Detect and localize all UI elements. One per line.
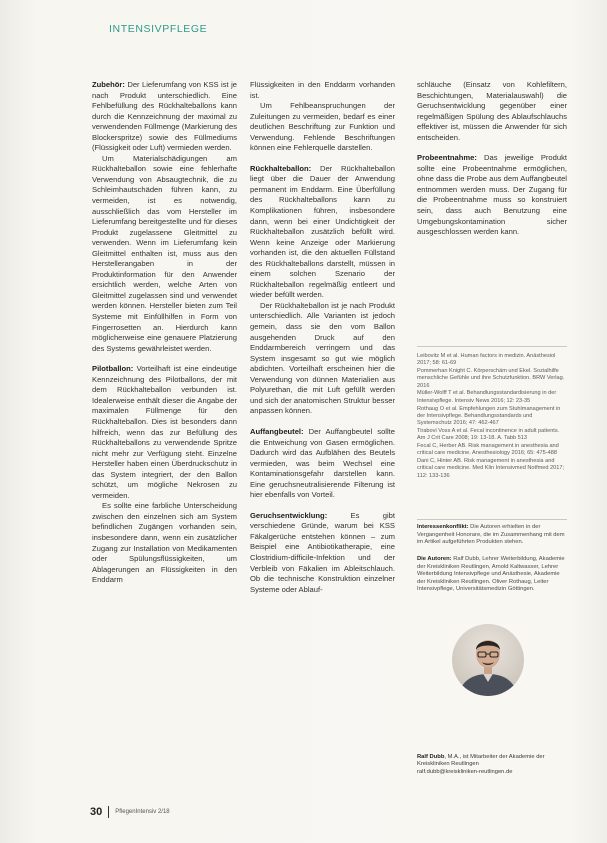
reference-item: Leibovitz M et al. Human factors in medizin. Anästhesiol 2017; 58: 61-69 bbox=[417, 353, 556, 367]
paragraph-rueckhalteballon: Rückhalteballon: Der Rückhalteballon liegt über die Dauer der Anwendung permanent im Enddarm. Eine Überfüllung des Rückhalteballons kann zu Komplikationen führen, insbesondere dann, wenn bei einer Undichtigkeit der Rückhalteballon zusätzlich befüllt wird. Wenn keine Anzeige oder Markierung vorhanden ist, die den aktuellen Füllstand des Rückhalteballons darstellt, müssen in einem solchen Szenario der Rückhalteballon regelmäßig entleert und wieder befüllt werden. bbox=[250, 163, 395, 300]
caption-name: Ralf Dubb bbox=[417, 754, 445, 760]
footer-divider bbox=[108, 806, 109, 818]
author-info bbox=[417, 556, 567, 594]
paragraph: Der Rückhalteballon ist je nach Produkt unterschiedlich. Alle Varianten ist jedoch gemein, dass sie den vom Ballon ausgehenden Druck auf den Enddarmbereich verringern und das System insgesamt so gut wie möglich abdichten. Vorteilhaft erscheinen hier die Verwendung von dünnen Materialien aus Polyurethan, die mit Luft gefüllt werden und sich der anatomischen Struktur besser anpassen können. bbox=[250, 300, 395, 416]
reference-item: Tirabovi Voss A et al. Fecal incontinence in adult patients. Am J Crit Care 2008; 19: 13-18. A. Tabb 513 bbox=[417, 427, 560, 442]
text-column-1 bbox=[92, 80, 237, 586]
issue-label: PflegenIntensiv 2/18 bbox=[115, 809, 170, 815]
interest-text: Die Autoren erhielten in der Vergangenheit Honorare, die im Zusammenhang mit dem im Artikel aufgeführten Produkten stehen. bbox=[417, 524, 565, 546]
paragraph-geruchsentwicklung: Geruchsentwicklung: Es gibt verschiedene Gründe, warum bei KSS Fäkalgerüche entstehen können – zum Beispiel eine Antibiotikatherapie, eine Clostridium-difficile-Infektion und der Verbleib von Fäkalien im Ableitschlauch. Ob die technische Konstruktion einzelner Systeme oder Ablauf- bbox=[250, 510, 395, 594]
divider bbox=[417, 519, 567, 520]
page-number: 30 bbox=[90, 806, 103, 818]
paragraph-lead-keyword: Rückhalteballon: bbox=[250, 163, 312, 173]
paragraph-probeentnahme: Probeentnahme: Das jeweilige Produkt sollte eine Probeentnahme ermöglichen, ohne dass die Probe aus dem Auffangbeutel entnommen werden muss. Der Zugang für die Probeentnahme muss so konstruiert sein, dass auch Benutzung eine Umgebungskontamination sicher ausgeschlossen werden kann. bbox=[417, 153, 567, 237]
section-label: INTENSIVPFLEGE bbox=[109, 23, 208, 35]
text-column-2 bbox=[250, 80, 395, 595]
caption-text: , M.A., ist Mitarbeiter der Akademie der Kreiskliniken Reutlingen bbox=[417, 754, 545, 768]
reference-list bbox=[417, 353, 567, 481]
reference-item: Müller-Wolff T et al. Behandlungsstandardisierung in der Intensivpflege. Intensiv News 2016; 12: 23-35 bbox=[417, 390, 557, 404]
paragraph: Flüssigkeiten in den Enddarm vorhanden ist. bbox=[250, 80, 395, 100]
paragraph-lead-keyword: Zubehör: bbox=[92, 80, 125, 89]
divider bbox=[417, 346, 567, 347]
conflict-of-interest bbox=[417, 524, 567, 547]
author-portrait bbox=[452, 624, 524, 696]
paragraph-lead-keyword: Auffangbeutel: bbox=[250, 426, 304, 436]
reference-item: Pommerhan Knight C. Körperschäm und Ekel. Sozialhilfe menschliche Gefühle und ihre Schutzfunktion. BRW Verlag. 2016 bbox=[417, 368, 565, 389]
page-footer bbox=[90, 805, 170, 819]
paragraph: Um Fehlbeanspruchungen der Zuleitungen zu vermeiden, bedarf es einer deutlichen Beschriftung zur Funktion und Verwendung. Fehlende Beschriftungen können eine Fehlerquelle darstellen. bbox=[250, 101, 395, 153]
paragraph-zubehoer: Zubehör: Der Lieferumfang von KSS ist je nach Produkt unterschiedlich. Eine Fehlbefüllung des Rückhalteballons kann durch die Kennzeichnung der maximal zu verwendenden Füllmenge (Markierung des Blockerspritze) sowie des Füllmediums (Flüssigkeit oder Luft) vermieden werden. bbox=[92, 80, 237, 153]
reference-item: Dani C, Hinter AB. Risk management in anesthesia and critical care medicine. Med Klin Intensivmed Notfmed 2017; 112: 133-136 bbox=[417, 458, 565, 479]
text-column-3 bbox=[417, 80, 567, 238]
paragraph-pilotballon: Pilotballon: Vorteilhaft ist eine eindeutige Kennzeichnung des Pilotballons, der mit dem Rückhalteballon verbunden ist. Idealerweise enthält dieser die Angabe der maximalen Füllmenge für den Rückhalteballon. Dies ist besonders dann hilfreich, wenn das zur Befüllung des Rückhalteballons zu verwendende Spritze nicht mehr zur Verfügung steht. Einzelne Hersteller haben einen Überdruckschutz in das System integriert, der den Ballon schützt, um mögliche Nekrosen zu vermeiden. bbox=[92, 364, 237, 500]
authors-text: Ralf Dubb, Lehrer Weiterbildung, Akademie der Kreiskliniken Reutlingen, Arnold Kaltwasser, Lehrer Weiterbildung Intensivpflege und Anästhesie, Akademie der Kreiskliniken Reutlingen. Oliver Rothaug, Leiter Intensivpflege, Universitätsmedizin Göttingen. bbox=[417, 556, 565, 593]
paragraph: schläuche (Einsatz von Kohlefiltern, Beschichtungen, Materialauswahl) die Geruchsentwicklung gegenüber einer regelmäßigen Spülung des Ablaufschlauchs effektiver ist, müssen die Anwender für sich entscheiden. bbox=[417, 80, 567, 142]
reference-item: Fecal C, Herber AB. Risk management in anesthesia and critical care medicine. Anesthesiology 2016; 65: 475-488 bbox=[417, 443, 559, 457]
paragraph: Um Materialschädigungen am Rückhalteballon sowie eine fehlerhafte Verwendung von Absaugtechnik, die zu Schleimhautschäden führen kann, zu vermeiden, ist es notwendig, ausschließlich das vom Hersteller im Lieferumfang bereitgestellte und für dieses Produkt zugelassene Gleitmittel zu verwenden. Wenn im Lieferumfang kein Gleitmittel enthalten ist, muss aus den Herstellerangaben in der Produktinformation für den Anwender ersichtlich werden, welche Arten von Gleitmittel zugelassen sind und verwendet werden können. Hersteller bieten zum Teil Systeme mit Einfüllhilfen in Form von Fingerrosetten an. Hierdurch kann möglicherweise eine genauere Platzierung des Systems gewährleistet werden. bbox=[92, 153, 237, 353]
paragraph-lead-keyword: Geruchsentwicklung: bbox=[250, 510, 328, 520]
paragraph-lead-keyword: Probeentnahme: bbox=[417, 153, 477, 163]
portrait-caption bbox=[417, 754, 567, 776]
paragraph-lead-keyword: Pilotballon: bbox=[92, 364, 134, 374]
paragraph-auffangbeutel: Auffangbeutel: Der Auffangbeutel sollte die Entweichung von Gasen ermöglichen. Dadurch wird das Aufblähen des Beutels vermieden, was beim Wechsel eine Kontaminationsgefahr darstellen kann. Eine geruchsneutralisierende Filterung ist hier ebenfalls von Vorteil. bbox=[250, 426, 395, 500]
caption-email[interactable]: ralf.dubb@kreiskliniken-reutlingen.de bbox=[417, 768, 513, 775]
paragraph: Es sollte eine farbliche Unterscheidung zwischen den einzelnen sich am System befindlichen Zugängen vorhanden sein, insbesondere dann, wenn ein zusätzlicher Zugang zur Installation von Medikamenten oder Spülungsflüssigkeiten, um Ablagerungen an Flüssigkeiten in den Enddarm bbox=[92, 501, 237, 585]
interest-label: Interessenkonflikt: bbox=[417, 524, 469, 530]
portrait-image bbox=[452, 624, 524, 696]
authors-label: Die Autoren: bbox=[417, 556, 452, 562]
reference-item: Rothaug O et al. Empfehlungen zum Stuhlmanagement in der Intensivpflege. Behandlungsstandards und Systemschutz 2016; 47: 462-467 bbox=[417, 405, 561, 427]
